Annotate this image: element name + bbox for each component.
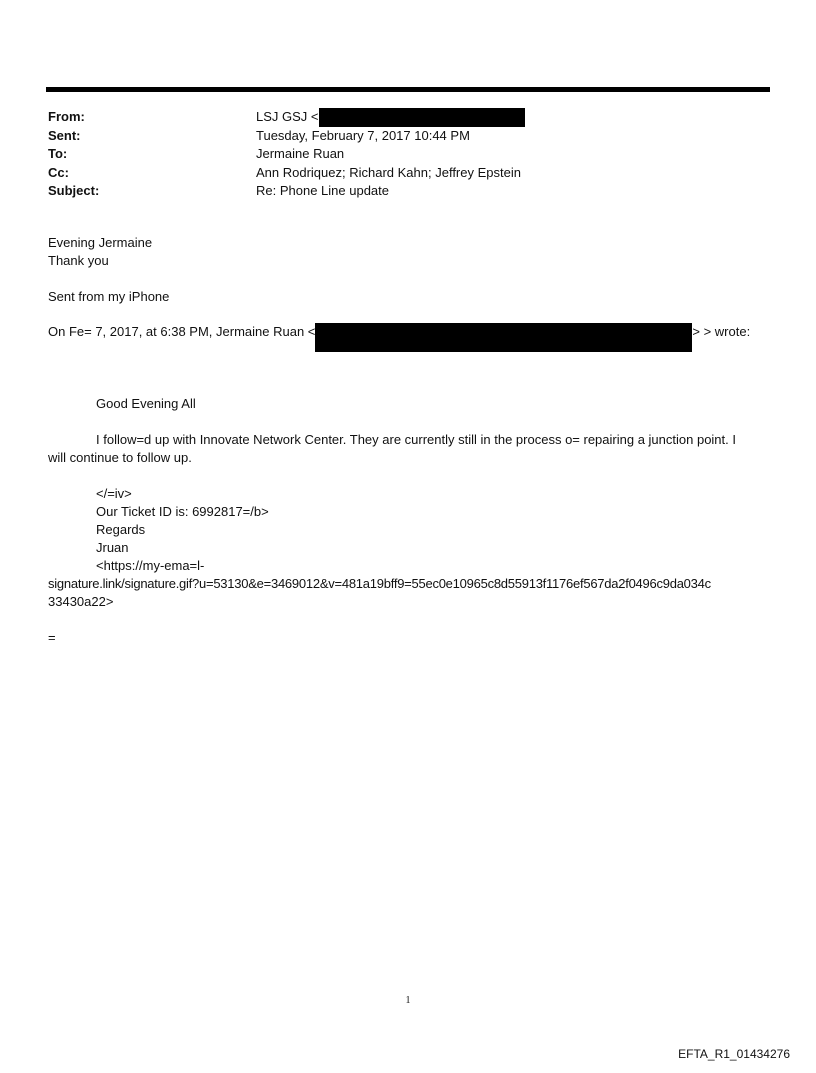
header-rule [46, 87, 770, 92]
redaction-block [319, 108, 525, 127]
signature-link-line3: 33430a22> [48, 594, 114, 609]
sent-value: Tuesday, February 7, 2017 10:44 PM [256, 127, 470, 143]
quoted-greeting: Good Evening All [96, 396, 196, 411]
sent-label: Sent: [48, 127, 81, 143]
to-row [48, 145, 770, 164]
reply-body [48, 234, 770, 270]
quoted-paragraph-line2: will continue to follow up. [48, 450, 192, 465]
to-value: Jermaine Ruan [256, 146, 345, 161]
quote-intro-line [48, 323, 770, 352]
quote-intro: On Fe= 7, 2017, at 6:38 PM, Jermaine Ruan < [48, 324, 316, 339]
subject-label: Subject: [48, 183, 100, 198]
reply-thanks: Thank you [48, 253, 109, 268]
quoted-paragraph-line1: I follow=d up with Innovate Network Center. They are currently still in the process o= repairing a junction point. I [96, 432, 736, 447]
to-label: To: [48, 146, 68, 161]
signature-name: Jruan [96, 540, 129, 555]
subject-value: Re: Phone Line update [256, 183, 389, 198]
quote-tail: > > wrote: [692, 324, 751, 339]
regards-line: Regards [96, 522, 146, 537]
from-row [48, 108, 770, 127]
bates-number: EFTA_R1_01434276 [678, 1047, 790, 1061]
subject-row [48, 182, 770, 201]
sent-row [48, 127, 770, 146]
cc-label: Cc: [48, 164, 69, 180]
page-number: 1 [405, 995, 411, 1006]
trailer-equals: = [48, 630, 56, 645]
quoted-div-tag: </=iv> [96, 486, 132, 501]
quoted-body [48, 395, 770, 647]
reply-greeting: Evening Jermaine [48, 235, 153, 250]
ticket-line: Our Ticket ID is: 6992817=/b> [96, 504, 269, 519]
signature-link-line2: signature.link/signature.gif?u=53130&e=3469012&v=481a19bff9=55ec0e10965c8d55913f1176ef567da2f0496c9da034c [48, 576, 711, 591]
redaction-block [315, 323, 692, 352]
from-value: LSJ GSJ < [256, 108, 770, 127]
signature-link-line1: <https://my-ema=l- [96, 558, 205, 573]
email-header [48, 108, 770, 201]
reply-signoff: Sent from my iPhone [48, 289, 170, 304]
from-label: From: [48, 109, 85, 124]
cc-value: Ann Rodriquez; Richard Kahn; Jeffrey Epstein [256, 164, 521, 180]
cc-row [48, 164, 770, 183]
